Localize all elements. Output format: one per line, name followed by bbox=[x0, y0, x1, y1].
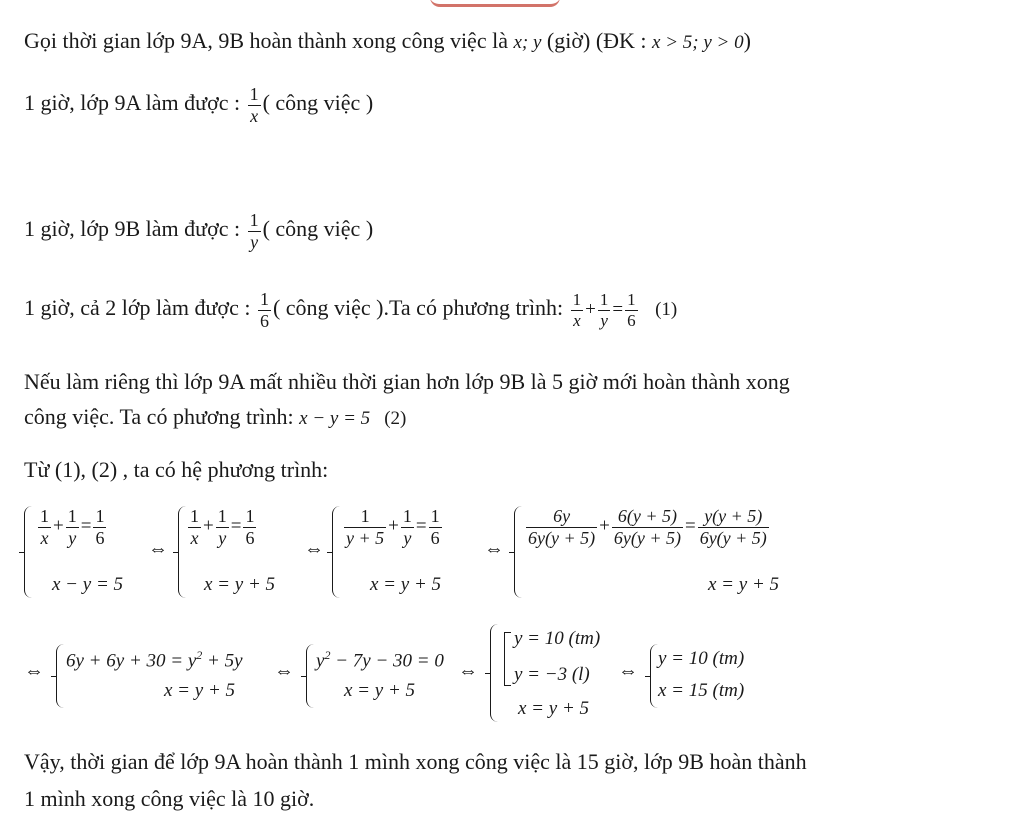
paragraph-equation-2 bbox=[24, 406, 406, 428]
row-text: y bbox=[316, 650, 325, 672]
system-6-row-2: x = y + 5 bbox=[344, 680, 416, 701]
row-text: − 7y − 30 = 0 bbox=[330, 650, 444, 672]
frac-den: 6y(y + 5) bbox=[613, 527, 681, 548]
frac-num: 1 bbox=[627, 290, 636, 310]
paragraph-9a-rate bbox=[24, 84, 373, 126]
system-1-row-1 bbox=[36, 506, 108, 548]
definition-condition: x > 5; y > 0 bbox=[652, 32, 744, 53]
exponent: 2 bbox=[324, 648, 331, 662]
equivalence-arrow: ⇔ bbox=[274, 660, 294, 682]
frac-num: 6y bbox=[526, 506, 597, 528]
frac bbox=[243, 506, 256, 548]
equivalence-arrow: ⇔ bbox=[458, 660, 478, 682]
plus: + bbox=[203, 515, 214, 537]
system-1-row-2: x − y = 5 bbox=[52, 574, 124, 595]
system-5-row-1 bbox=[66, 648, 243, 672]
plus: + bbox=[599, 515, 610, 537]
system-4-row-2: x = y + 5 bbox=[708, 574, 780, 595]
frac bbox=[216, 506, 229, 548]
frac-num: 1 bbox=[245, 506, 255, 526]
frac-num: y(y + 5) bbox=[698, 506, 769, 528]
frac bbox=[38, 506, 51, 548]
frac-den: x bbox=[40, 527, 49, 548]
row-text: 6y + 6y + 30 = y bbox=[66, 650, 197, 672]
fraction-1-over-6 bbox=[258, 289, 271, 331]
eq1-frac-a bbox=[571, 290, 584, 330]
rate-both-tail: ( công việc ).Ta có phương trình: bbox=[272, 295, 569, 321]
system-1 bbox=[24, 506, 144, 598]
frac bbox=[66, 506, 79, 548]
rate-9a-text: 1 giờ, lớp 9A làm được : bbox=[24, 90, 246, 116]
left-brace bbox=[332, 506, 341, 598]
equivalence-arrow: ⇔ bbox=[24, 660, 44, 682]
system-2-row-1 bbox=[186, 506, 258, 548]
rate-both-text: 1 giờ, cả 2 lớp làm được : bbox=[24, 295, 256, 321]
frac-num: 1 bbox=[40, 506, 49, 526]
equivalence-arrow: ⇔ bbox=[304, 538, 324, 560]
rate-9a-tail: ( công việc ) bbox=[262, 90, 374, 116]
frac bbox=[429, 506, 442, 548]
eq1-equals: = bbox=[612, 299, 624, 321]
rate-9b-tail: ( công việc ) bbox=[262, 216, 374, 242]
equals: = bbox=[80, 515, 92, 537]
equals: = bbox=[684, 515, 696, 537]
system-7-case-2: y = −3 (l) bbox=[514, 664, 590, 685]
frac-num: 1 bbox=[259, 289, 269, 309]
frac-num: 1 bbox=[344, 506, 386, 528]
equivalence-arrow: ⇔ bbox=[618, 660, 638, 682]
eq2-label: (2) bbox=[384, 408, 407, 429]
system-3 bbox=[332, 506, 472, 598]
frac-den: y + 5 bbox=[346, 527, 385, 548]
left-brace bbox=[514, 506, 523, 598]
frac-den: 6y(y + 5) bbox=[699, 527, 767, 548]
equivalence-arrow: ⇔ bbox=[484, 538, 504, 560]
left-brace bbox=[24, 506, 33, 598]
left-brace bbox=[56, 644, 65, 708]
definition-unit: (giờ) (ĐK : bbox=[541, 28, 653, 53]
eq1-label: (1) bbox=[655, 299, 678, 321]
paragraph-equation-1 bbox=[24, 289, 677, 331]
frac-num: 6(y + 5) bbox=[612, 506, 683, 528]
system-3-row-1 bbox=[342, 506, 444, 548]
frac-den: y bbox=[600, 310, 608, 330]
paragraph-9b-rate bbox=[24, 210, 373, 252]
eq1-frac-c bbox=[625, 290, 638, 330]
equals: = bbox=[415, 515, 427, 537]
frac-den: x bbox=[250, 105, 259, 126]
paragraph-line-1: Nếu làm riêng thì lớp 9A mất nhiều thời gian hơn lớp 9B là 5 giờ mới hoàn thành xong bbox=[24, 369, 790, 394]
frac-den: 6y(y + 5) bbox=[528, 527, 596, 548]
system-4-row-1 bbox=[524, 506, 771, 548]
system-2-row-2: x = y + 5 bbox=[204, 574, 276, 595]
fraction-1-over-y bbox=[248, 210, 261, 252]
system-2 bbox=[178, 506, 298, 598]
rate-9b-text: 1 giờ, lớp 9B làm được : bbox=[24, 216, 246, 242]
frac-den: x bbox=[573, 310, 581, 330]
frac bbox=[344, 506, 386, 548]
frac bbox=[526, 506, 597, 548]
frac bbox=[188, 506, 201, 548]
frac-num: 1 bbox=[430, 506, 440, 526]
definition-vars: x; y bbox=[513, 32, 542, 53]
frac-den: y bbox=[68, 527, 77, 548]
frac-num: 1 bbox=[190, 506, 199, 526]
system-5-row-2: x = y + 5 bbox=[164, 680, 236, 701]
frac-num: 1 bbox=[95, 506, 105, 526]
heading-underline-decoration bbox=[430, 0, 560, 7]
definition-close: ) bbox=[743, 28, 751, 53]
plus: + bbox=[53, 515, 64, 537]
equivalence-arrow: ⇔ bbox=[148, 538, 168, 560]
system-7 bbox=[490, 624, 610, 722]
eq1-frac-b bbox=[598, 290, 611, 330]
frac bbox=[612, 506, 683, 548]
frac-den: 6 bbox=[95, 527, 105, 548]
frac bbox=[698, 506, 769, 548]
eq2-text: công việc. Ta có phương trình: bbox=[24, 404, 300, 429]
row-text: + 5y bbox=[202, 650, 243, 672]
paragraph-system-intro: Từ (1), (2) , ta có hệ phương trình: bbox=[24, 457, 329, 482]
frac-den: y bbox=[218, 527, 227, 548]
system-7-row-2: x = y + 5 bbox=[518, 698, 590, 719]
frac-den: y bbox=[403, 527, 412, 548]
system-5 bbox=[56, 644, 266, 708]
frac-den: y bbox=[250, 231, 259, 252]
equals: = bbox=[230, 515, 242, 537]
conclusion-line-1: Vậy, thời gian để lớp 9A hoàn thành 1 mình xong công việc là 15 giờ, lớp 9B hoàn thành bbox=[24, 749, 807, 774]
system-6-row-1 bbox=[316, 648, 444, 672]
frac-num: 1 bbox=[249, 84, 259, 104]
frac-num: 1 bbox=[402, 506, 412, 526]
frac-num: 1 bbox=[572, 290, 582, 310]
frac-num: 1 bbox=[217, 506, 227, 526]
frac-den: 6 bbox=[627, 310, 636, 330]
conclusion-line-2: 1 mình xong công việc là 10 giờ. bbox=[24, 786, 315, 811]
frac-den: 6 bbox=[245, 527, 255, 548]
system-8-row-1: y = 10 (tm) bbox=[658, 648, 745, 669]
fraction-1-over-x bbox=[248, 84, 261, 126]
system-8 bbox=[650, 644, 770, 708]
left-brace bbox=[306, 644, 315, 708]
frac bbox=[401, 506, 414, 548]
frac-num: 1 bbox=[599, 290, 609, 310]
left-bracket bbox=[504, 632, 511, 686]
frac-den: 6 bbox=[259, 310, 269, 331]
system-3-row-2: x = y + 5 bbox=[370, 574, 442, 595]
definition-text: Gọi thời gian lớp 9A, 9B hoàn thành xong công việc là bbox=[24, 28, 514, 53]
frac-num: 1 bbox=[67, 506, 77, 526]
frac-den: x bbox=[190, 527, 199, 548]
paragraph-definition bbox=[24, 30, 751, 52]
exponent: 2 bbox=[196, 648, 203, 662]
eq2-expression: x − y = 5 bbox=[299, 408, 371, 429]
left-brace bbox=[490, 624, 499, 722]
frac-den: 6 bbox=[430, 527, 440, 548]
system-8-row-2: x = 15 (tm) bbox=[658, 680, 745, 701]
plus: + bbox=[388, 515, 399, 537]
eq1-plus: + bbox=[585, 299, 596, 321]
frac-num: 1 bbox=[249, 210, 259, 230]
system-7-case-1: y = 10 (tm) bbox=[514, 628, 601, 649]
system-4 bbox=[514, 506, 844, 598]
frac bbox=[93, 506, 106, 548]
system-6 bbox=[306, 644, 456, 708]
